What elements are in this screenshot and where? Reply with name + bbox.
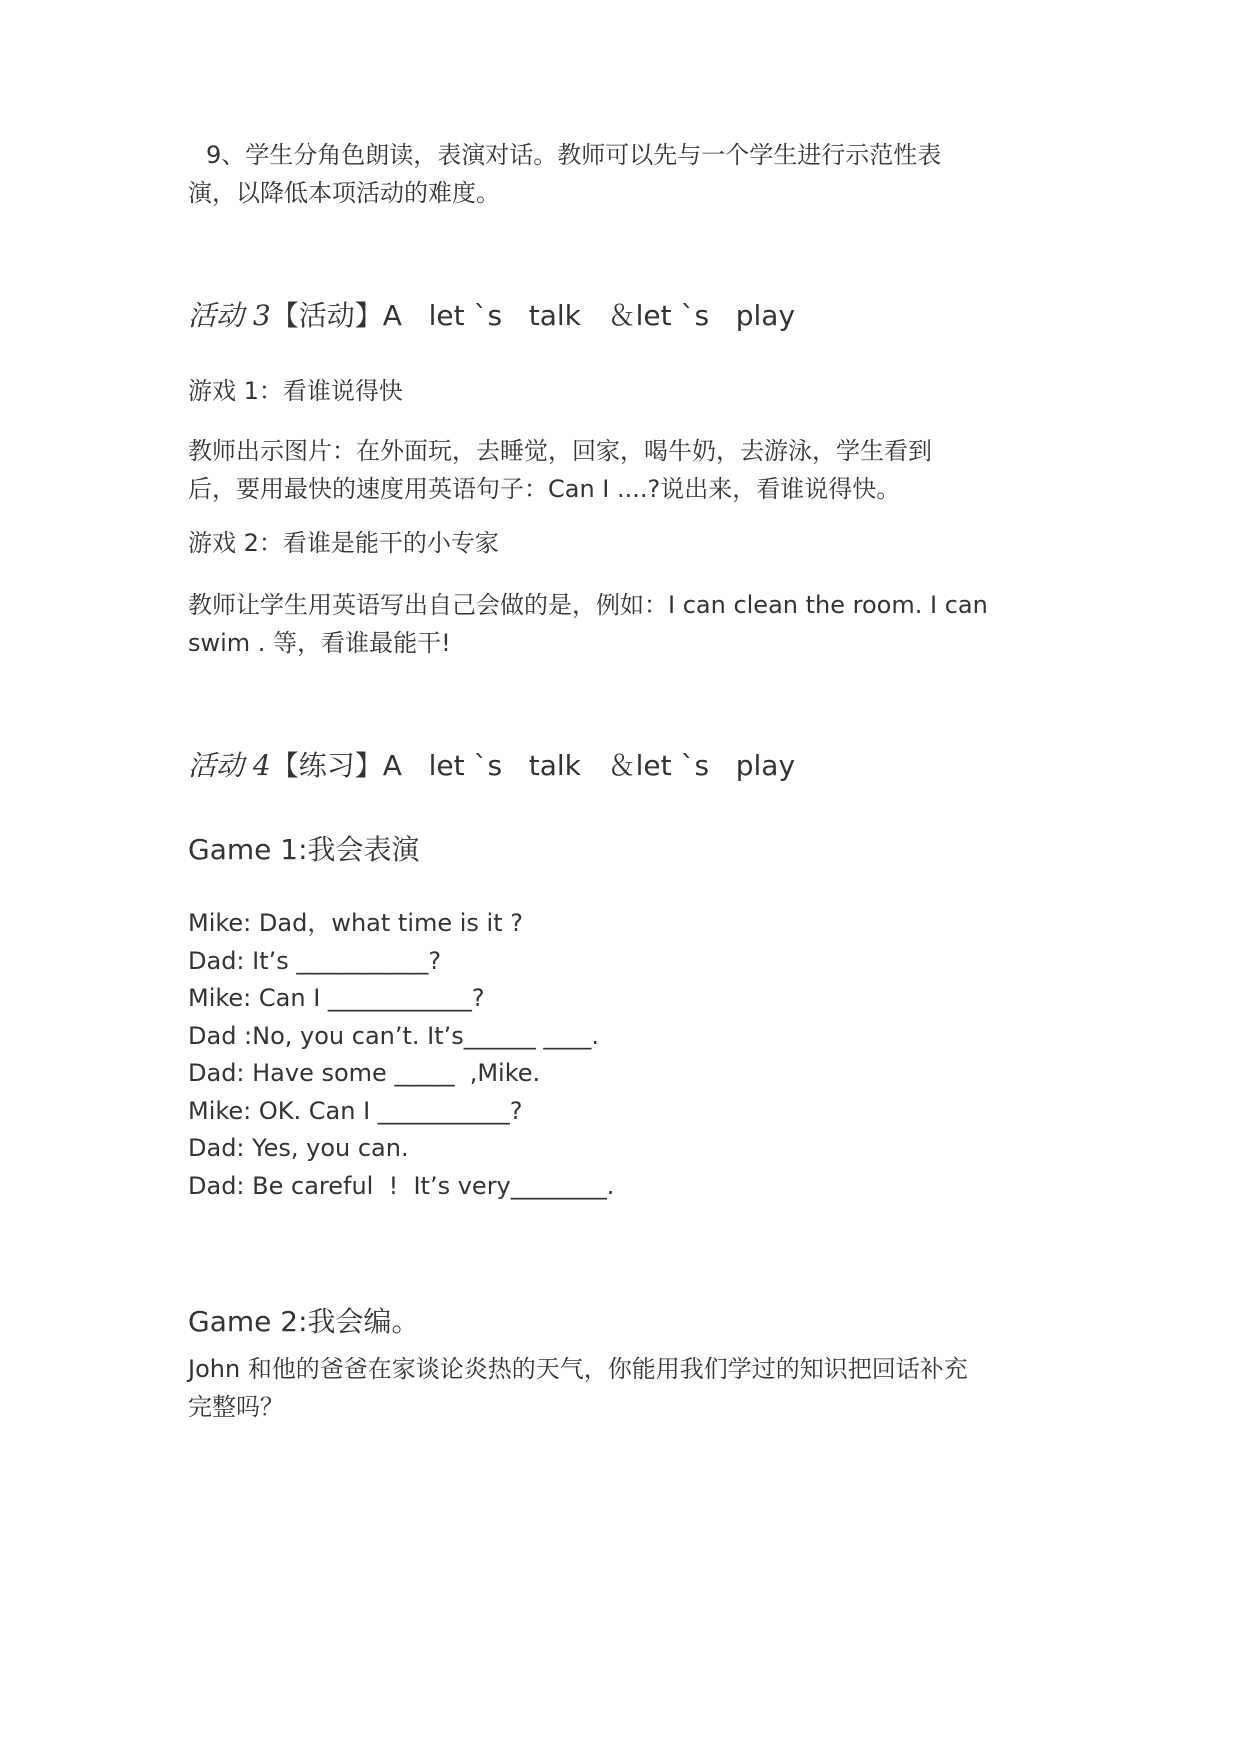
- game-2-description: 教师让学生用英语写出自己会做的是，例如：I can clean the room. I can swim . 等，看谁最能干!: [188, 591, 988, 657]
- dialog-line: Mike: Dad，what time is it ?: [188, 909, 524, 937]
- activity-4-title: 【练习】A let ˋs talk ＆let ˋs play: [270, 749, 796, 782]
- dialog-line: Dad: It’s ___________?: [188, 946, 442, 975]
- game-1-chinese-title: 游戏 1：看谁说得快: [188, 377, 403, 405]
- game-2-english-title: Game 2:我会编。: [188, 1305, 420, 1338]
- dialog-line: Mike: Can I ____________?: [188, 984, 485, 1012]
- dialog-line: Dad: Yes, you can.: [188, 1134, 409, 1162]
- dialog-line: Dad: Be careful ! It’s very________.: [188, 1171, 615, 1200]
- game-1-description: 教师出示图片：在外面玩，去睡觉，回家，喝牛奶，去游泳，学生看到后，要用最快的速度用英语句子：Can I ....?说出来，看谁说得快。: [188, 437, 932, 503]
- activity-4-label: 活动 4: [188, 749, 271, 782]
- dialog-line: Dad: Have some _____ ,Mike.: [188, 1059, 541, 1087]
- dialog-exercise: [188, 905, 888, 1205]
- game-1-english-title: Game 1:我会表演: [188, 833, 420, 866]
- activity-4-heading: [188, 746, 795, 786]
- activity-3-label: 活动 3: [188, 299, 271, 332]
- activity-3-heading: [188, 296, 795, 336]
- paragraph-step-9: 9、学生分角色朗读，表演对话。教师可以先与一个学生进行示范性表演，以降低本项活动的难度。: [188, 141, 942, 207]
- game-2-chinese-title: 游戏 2：看谁是能干的小专家: [188, 529, 499, 557]
- game-2-english-description: John 和他的爸爸在家谈论炎热的天气，你能用我们学过的知识把回话补充完整吗？: [188, 1355, 968, 1421]
- dialog-line: Dad :No, you can’t. It’s______ ____.: [188, 1021, 600, 1050]
- activity-3-title: 【活动】A let ˋs talk ＆let ˋs play: [270, 299, 796, 332]
- dialog-line: Mike: OK. Can I ___________?: [188, 1096, 523, 1125]
